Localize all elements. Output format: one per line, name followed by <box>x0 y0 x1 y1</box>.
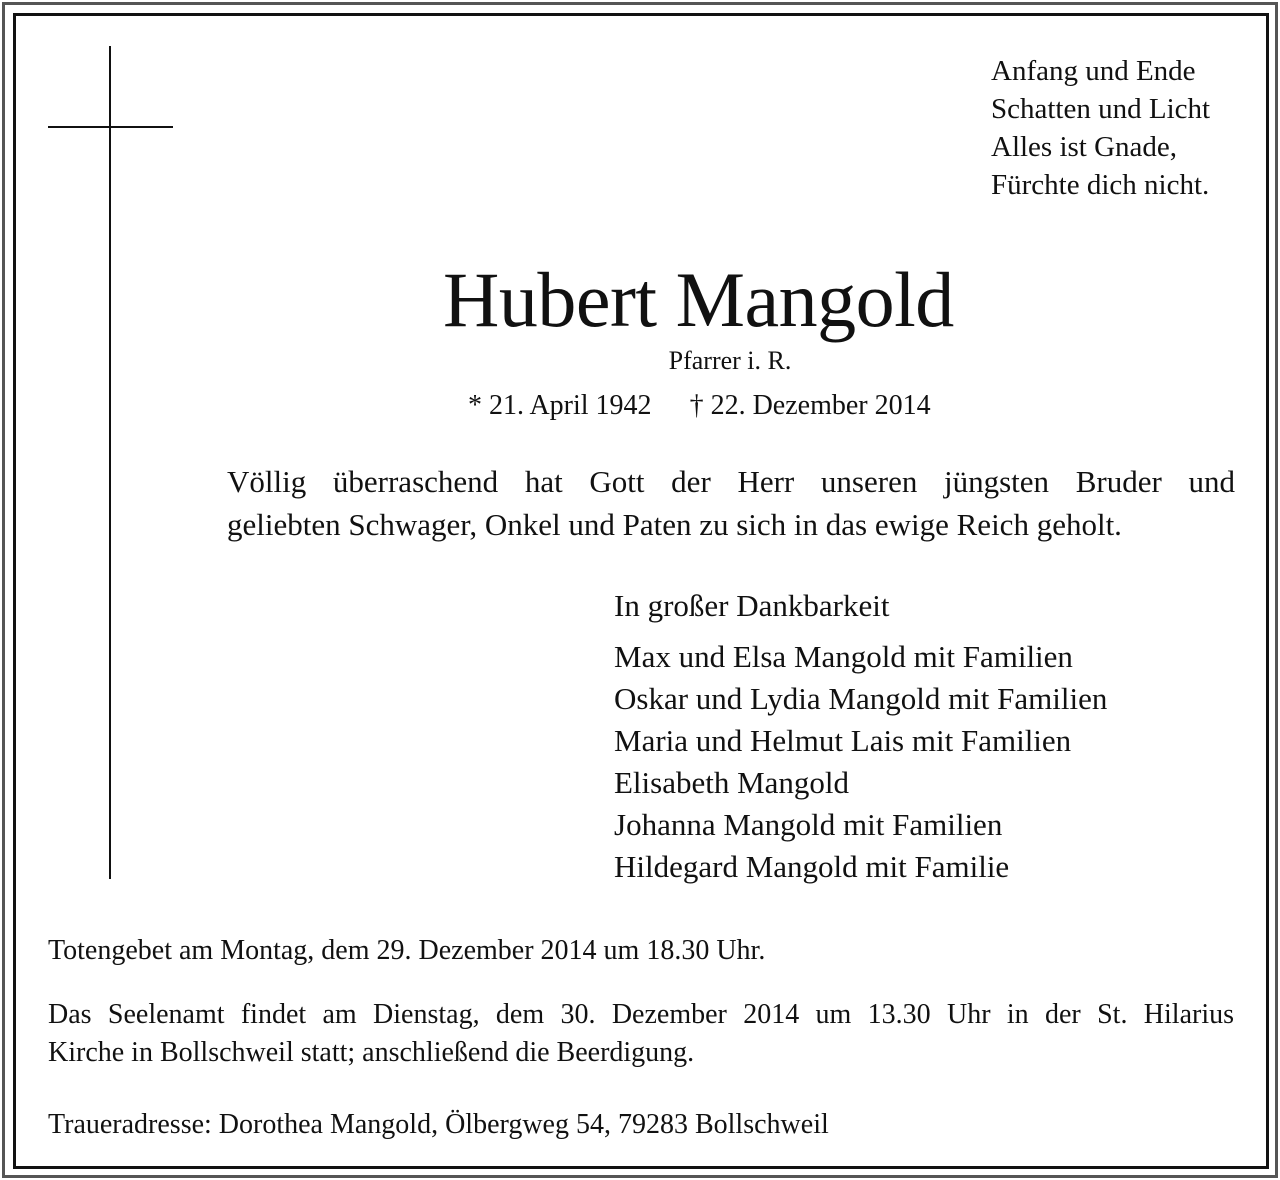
gratitude-intro: In großer Dankbarkeit <box>614 588 890 623</box>
deceased-name: Hubert Mangold <box>443 256 954 343</box>
mourner-name: Hildegard Mangold mit Familie <box>614 849 1010 884</box>
mourner-name: Max und Elsa Mangold mit Familien <box>614 639 1073 674</box>
announcement-line: Völlig überraschend hat Gott der Herr unseren jüngsten Bruder und <box>227 464 1235 499</box>
motto-line: Schatten und Licht <box>991 93 1211 125</box>
life-dates <box>468 388 931 424</box>
cross-vertical-bar <box>109 46 111 879</box>
motto-line: Alles ist Gnade, <box>991 131 1178 163</box>
cross-horizontal-bar <box>48 126 173 128</box>
prayer-service-info: Totengebet am Montag, dem 29. Dezember 2014 um 18.30 Uhr. <box>48 935 766 966</box>
motto-line: Fürchte dich nicht. <box>991 169 1210 201</box>
mourner-name: Johanna Mangold mit Familien <box>614 807 1003 842</box>
mourning-address: Traueradresse: Dorothea Mangold, Ölbergweg 54, 79283 Bollschweil <box>48 1109 829 1140</box>
requiem-mass-info <box>48 996 1234 1072</box>
motto-line: Anfang und Ende <box>991 55 1196 87</box>
mourner-name: Elisabeth Mangold <box>614 765 850 800</box>
mourner-name: Maria und Helmut Lais mit Familien <box>614 723 1072 758</box>
death-date: † 22. Dezember 2014 <box>689 390 931 421</box>
mass-line: Kirche in Bollschweil statt; anschließend die Beerdigung. <box>48 1037 695 1068</box>
birth-date: * 21. April 1942 <box>468 390 652 421</box>
announcement-text <box>227 460 1235 546</box>
mass-line: Das Seelenamt findet am Dienstag, dem 30. Dezember 2014 um 13.30 Uhr in der St. Hilarius <box>48 999 1234 1030</box>
mourner-name: Oskar und Lydia Mangold mit Familien <box>614 681 1108 716</box>
motto-verse <box>991 52 1210 204</box>
deceased-title: Pfarrer i. R. <box>668 346 792 375</box>
mourner-list <box>614 636 1107 888</box>
announcement-line: geliebten Schwager, Onkel und Paten zu sich in das ewige Reich geholt. <box>227 507 1122 542</box>
